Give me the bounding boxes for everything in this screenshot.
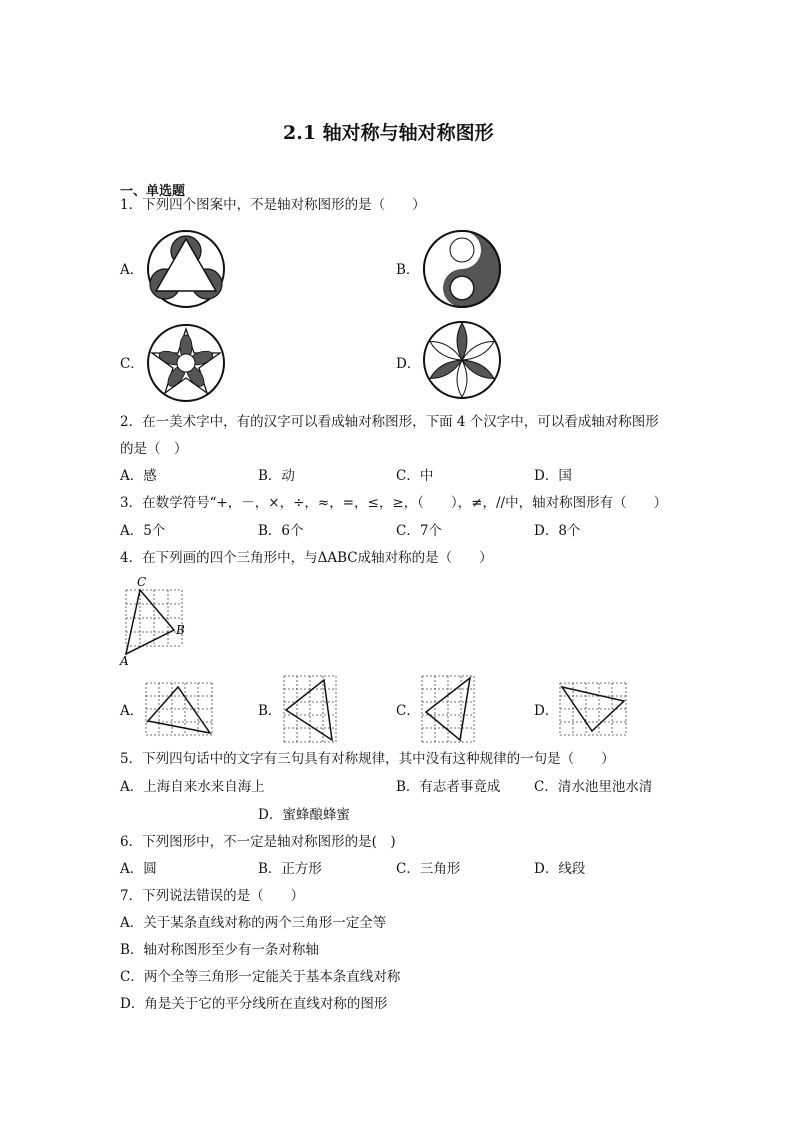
q4-option-b-label: B． (258, 703, 282, 719)
page-title: 2.1 轴对称与轴对称图形 (283, 122, 494, 144)
question-1-stem: 1．下列四个图案中，不是轴对称图形的是（ ） (120, 197, 426, 213)
question-6-stem: 6．下列图形中，不一定是轴对称图形的是( ) (120, 834, 396, 850)
vertex-label-b: B (176, 623, 185, 637)
q4-option-d-label: D． (534, 703, 559, 719)
q5-option-c: C．清水池里池水清 (534, 779, 653, 795)
q4-option-c-figure (420, 674, 476, 744)
q7-option-d: D．角是关于它的平分线所在直线对称的图形 (120, 996, 388, 1012)
q3-option-b: B．6个 (258, 523, 304, 539)
q4-option-a-figure (144, 681, 214, 737)
q2-option-c: C．中 (396, 468, 434, 484)
q4-option-d-figure (558, 681, 628, 737)
triangle-in-circle-icon (146, 229, 226, 309)
petal-flower-circle-icon (422, 320, 502, 400)
q5-option-d: D．蜜蜂酿蜂蜜 (258, 807, 350, 823)
q7-option-a: A．关于某条直线对称的两个三角形一定全等 (120, 915, 387, 931)
q3-option-a: A．5个 (120, 523, 166, 539)
q7-option-b: B．轴对称图形至少有一条对称轴 (120, 942, 319, 958)
question-2-stem-line1: 2．在一美术字中，有的汉字可以看成轴对称图形，下面 4 个汉字中，可以看成轴对称图形 (120, 414, 659, 430)
q1-option-b-label: B． (396, 262, 420, 278)
q6-option-d: D．线段 (534, 861, 586, 877)
section-heading: 一、单选题 (120, 184, 186, 199)
swirl-circle-icon (422, 229, 502, 309)
triangle-abc-grid-figure (118, 574, 190, 666)
question-2-stem-line2: 的是（ ） (120, 441, 188, 457)
q1-option-c-label: C． (120, 356, 144, 372)
q6-option-c: C．三角形 (396, 861, 461, 877)
q2-option-d: D．国 (534, 468, 572, 484)
question-3-stem: 3．在数学符号“+，－，×，÷，≈，=，≤，≥，（ ），≠，//中，轴对称图形有（ ） (120, 495, 668, 511)
q3-option-c: C．7个 (396, 523, 442, 539)
q1-option-d-label: D． (396, 356, 421, 372)
q6-option-a: A．圆 (120, 861, 157, 877)
question-7-stem: 7．下列说法错误的是（ ） (120, 888, 305, 904)
q7-option-c: C．两个全等三角形一定能关于基本条直线对称 (120, 969, 401, 985)
star-flower-circle-icon (146, 323, 226, 403)
q2-option-a: A．感 (120, 468, 157, 484)
vertex-label-c: C (137, 575, 147, 589)
q3-option-d: D．8个 (534, 523, 581, 539)
q5-option-b: B．有志者事竟成 (396, 779, 501, 795)
q4-option-b-figure (282, 674, 338, 744)
q1-option-a-label: A． (120, 262, 144, 278)
q2-option-b: B．动 (258, 468, 295, 484)
question-4-stem: 4．在下列画的四个三角形中，与ΔABC成轴对称的是（ ） (120, 550, 493, 566)
q4-option-c-label: C． (396, 703, 420, 719)
q5-option-a: A．上海自来水来自海上 (120, 779, 265, 795)
question-5-stem: 5．下列四句话中的文字有三句具有对称规律，其中没有这种规律的一句是（ ） (120, 751, 615, 767)
vertex-label-a: A (120, 654, 129, 668)
q4-option-a-label: A． (120, 703, 144, 719)
q6-option-b: B．正方形 (258, 861, 322, 877)
